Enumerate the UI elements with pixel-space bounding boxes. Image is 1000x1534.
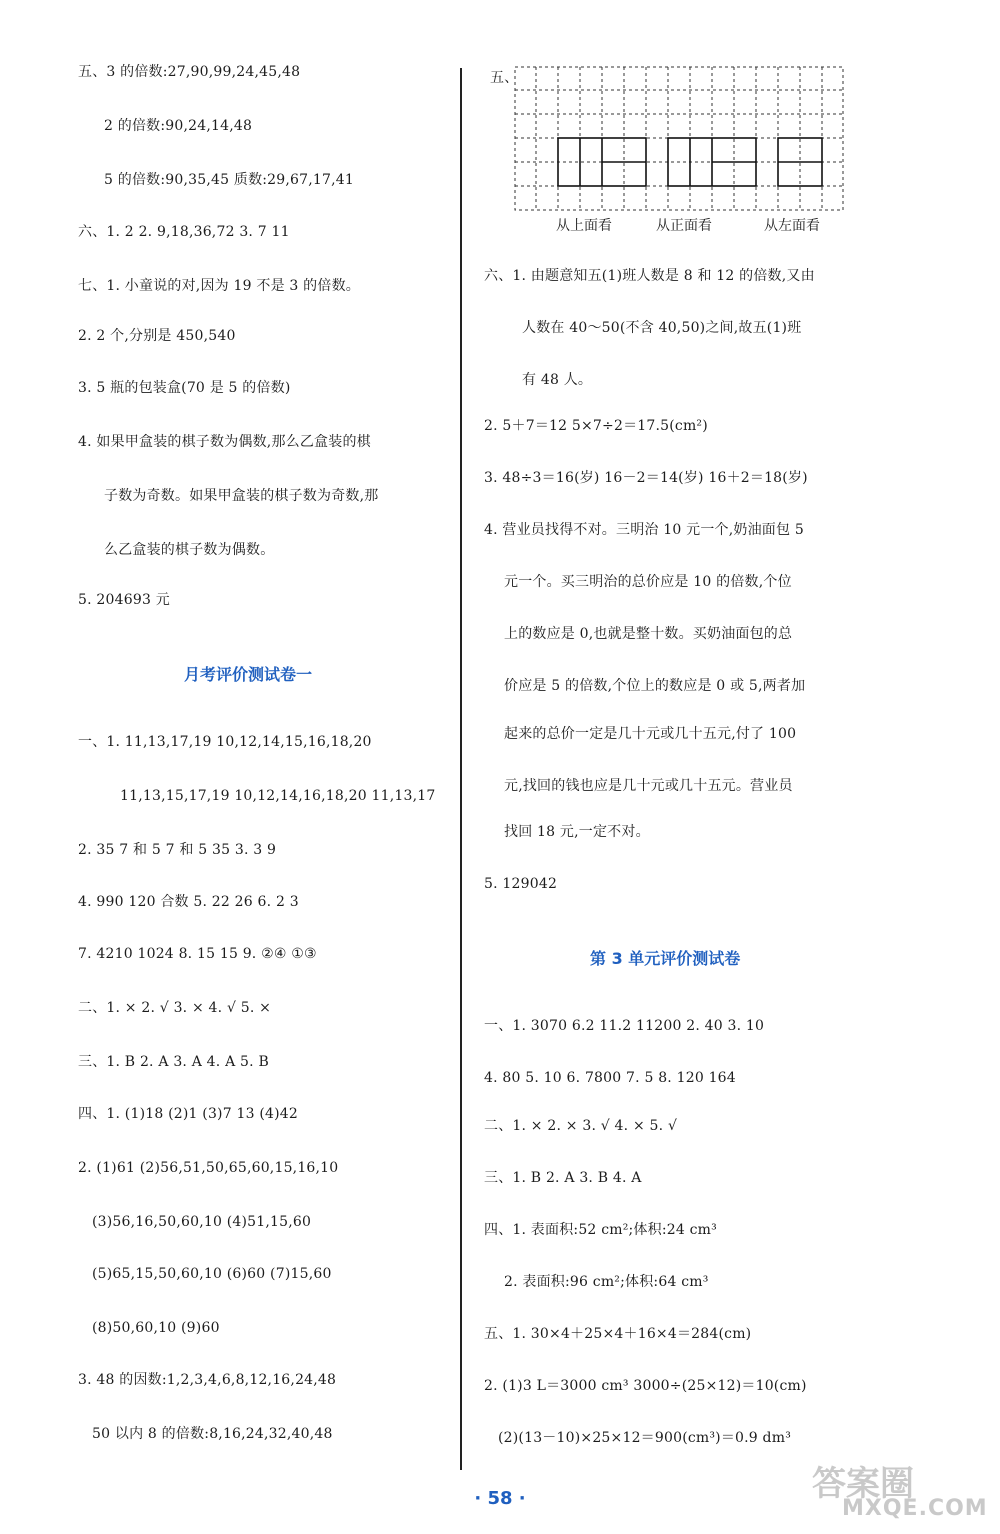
text-line: 一、1. 11,13,17,19 10,12,14,15,16,18,20: [78, 734, 372, 750]
text-line: 五、: [490, 70, 519, 86]
text-line: 5. 204693 元: [78, 592, 170, 608]
text-line: 4. 营业员找得不对。三明治 10 元一个,奶油面包 5: [484, 522, 804, 538]
text-line: 2. 35 7 和 5 7 和 5 35 3. 3 9: [78, 842, 277, 858]
text-line: 四、1. (1)18 (2)1 (3)7 13 (4)42: [78, 1106, 298, 1122]
text-line: 七、1. 小童说的对,因为 19 不是 3 的倍数。: [78, 278, 360, 294]
views-grid-figure: [514, 66, 844, 212]
text-line: 元一个。买三明治的总价应是 10 的倍数,个位: [504, 574, 792, 590]
text-line: 二、1. × 2. √ 3. × 4. √ 5. ×: [78, 1000, 272, 1016]
text-line: 元,找回的钱也应是几十元或几十五元。营业员: [504, 778, 793, 794]
column-divider: [460, 68, 462, 1470]
text-line: 2 的倍数:90,24,14,48: [104, 118, 253, 134]
text-line: 5. 129042: [484, 876, 558, 892]
text-line: 六、1. 由题意知五(1)班人数是 8 和 12 的倍数,又由: [484, 268, 815, 284]
text-line: (5)65,15,50,60,10 (6)60 (7)15,60: [92, 1266, 332, 1282]
text-line: 2. 表面积:96 cm²;体积:64 cm³: [504, 1274, 709, 1290]
text-line: 二、1. × 2. × 3. √ 4. × 5. √: [484, 1118, 678, 1134]
text-line: 3. 5 瓶的包装盒(70 是 5 的倍数): [78, 380, 291, 396]
section-heading: 第 3 单元评价测试卷: [590, 949, 741, 968]
watermark-url: MXQE.COM: [842, 1496, 988, 1521]
view-label: 从正面看: [656, 218, 712, 234]
text-line: 五、1. 30×4＋25×4＋16×4＝284(cm): [484, 1326, 752, 1342]
text-line: 三、1. B 2. A 3. B 4. A: [484, 1170, 642, 1186]
text-line: 有 48 人。: [522, 372, 593, 388]
text-line: 找回 18 元,一定不对。: [504, 824, 650, 840]
text-line: 3. 48÷3＝16(岁) 16－2＝14(岁) 16＋2＝18(岁): [484, 470, 808, 486]
section-heading: 月考评价测试卷一: [184, 665, 313, 684]
text-line: 子数为奇数。如果甲盒装的棋子数为奇数,那: [104, 488, 379, 504]
view-label: 从上面看: [556, 218, 612, 234]
text-line: 价应是 5 的倍数,个位上的数应是 0 或 5,两者加: [504, 678, 806, 694]
view-label: 从左面看: [764, 218, 820, 234]
page-number: · 58 ·: [474, 1488, 526, 1509]
text-line: 11,13,15,17,19 10,12,14,16,18,20 11,13,17: [120, 788, 436, 804]
text-line: 人数在 40～50(不含 40,50)之间,故五(1)班: [522, 320, 802, 336]
text-line: 一、1. 3070 6.2 11.2 11200 2. 40 3. 10: [484, 1018, 765, 1034]
text-line: 50 以内 8 的倍数:8,16,24,32,40,48: [92, 1426, 333, 1442]
watermark-text: 答案圈: [812, 1464, 914, 1504]
text-line: 2. (1)61 (2)56,51,50,65,60,15,16,10: [78, 1160, 339, 1176]
text-line: 2. (1)3 L＝3000 cm³ 3000÷(25×12)＝10(cm): [484, 1378, 807, 1394]
text-line: 起来的总价一定是几十元或几十五元,付了 100: [504, 726, 797, 742]
text-line: 3. 48 的因数:1,2,3,4,6,8,12,16,24,48: [78, 1372, 337, 1388]
text-line: 四、1. 表面积:52 cm²;体积:24 cm³: [484, 1222, 717, 1238]
text-line: (3)56,16,50,60,10 (4)51,15,60: [92, 1214, 312, 1230]
text-line: 2. 5＋7＝12 5×7÷2＝17.5(cm²): [484, 418, 708, 434]
text-line: 4. 80 5. 10 6. 7800 7. 5 8. 120 164: [484, 1070, 736, 1086]
text-line: 五、3 的倍数:27,90,99,24,45,48: [78, 64, 301, 80]
text-line: 么乙盒装的棋子数为偶数。: [104, 542, 275, 558]
text-line: 4. 如果甲盒装的棋子数为偶数,那么乙盒装的棋: [78, 434, 371, 450]
text-line: 4. 990 120 合数 5. 22 26 6. 2 3: [78, 894, 299, 910]
text-line: 三、1. B 2. A 3. A 4. A 5. B: [78, 1054, 269, 1070]
text-line: (8)50,60,10 (9)60: [92, 1320, 220, 1336]
text-line: 7. 4210 1024 8. 15 15 9. ②④ ①③: [78, 946, 317, 962]
text-line: 六、1. 2 2. 9,18,36,72 3. 7 11: [78, 224, 290, 240]
watermark-logo: [802, 1456, 992, 1526]
text-line: (2)(13－10)×25×12＝900(cm³)＝0.9 dm³: [498, 1430, 792, 1446]
text-line: 2. 2 个,分别是 450,540: [78, 328, 236, 344]
text-line: 上的数应是 0,也就是整十数。买奶油面包的总: [504, 626, 793, 642]
text-line: 5 的倍数:90,35,45 质数:29,67,17,41: [104, 172, 354, 188]
